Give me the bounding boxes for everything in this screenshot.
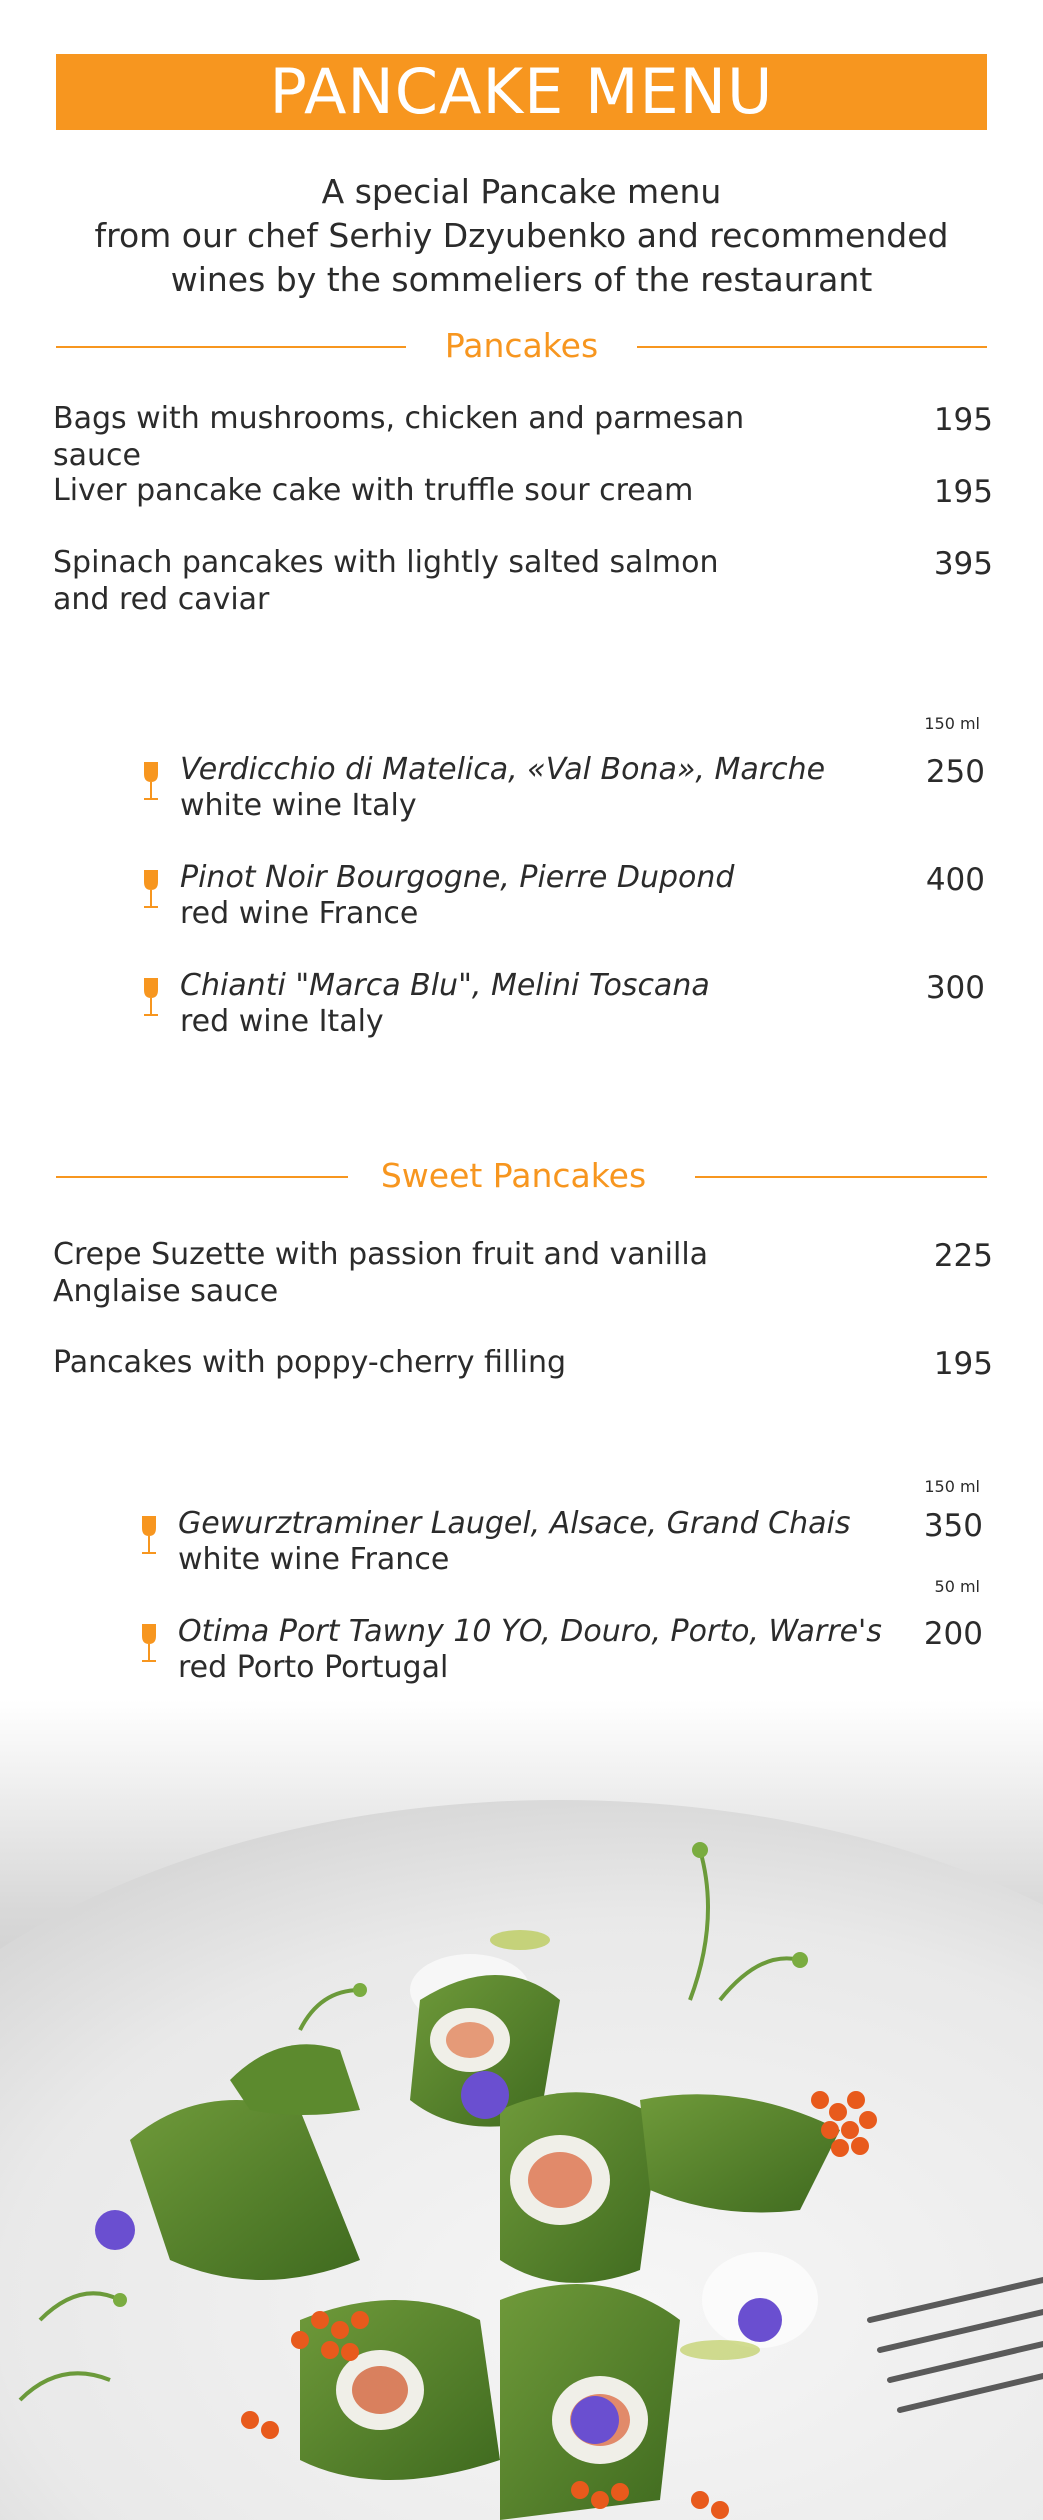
wine-name: Otima Port Tawny 10 YO, Douro, Porto, Warre's (178, 1614, 882, 1649)
divider-line (637, 346, 987, 348)
wine-volume: 150 ml (924, 1477, 980, 1496)
item-price: 195 (933, 1346, 993, 1382)
wine-glass-icon (140, 976, 162, 1020)
wine-type: red wine France (180, 896, 419, 931)
menu-item (53, 544, 993, 620)
item-name: Crepe Suzette with passion fruit and vanilla Anglaise sauce (53, 1237, 709, 1309)
food-photo (0, 1700, 1043, 2520)
item-name: Pancakes with poppy-cherry filling (53, 1345, 567, 1380)
section-heading-sweet-pancakes (56, 1156, 987, 1196)
wine-item (138, 1614, 983, 1690)
wine-name: Gewurztraminer Laugel, Alsace, Grand Chais (178, 1506, 851, 1541)
wine-name: Chianti "Marca Blu", Melini Toscana (180, 968, 710, 1003)
item-price: 395 (933, 546, 993, 582)
wine-type: red wine Italy (180, 1004, 384, 1039)
wine-price: 400 (925, 862, 985, 898)
wine-volume: 150 ml (924, 714, 980, 733)
item-price: 195 (933, 474, 993, 510)
intro-line: from our chef Serhiy Dzyubenko and recommended (94, 216, 949, 255)
menu-item (53, 1344, 993, 1384)
intro-line: wines by the sommeliers of the restaurant (170, 260, 873, 299)
wine-volume: 50 ml (934, 1577, 980, 1596)
wine-glass-icon (138, 1622, 160, 1666)
wine-item (140, 860, 985, 936)
menu-item (53, 1236, 993, 1312)
item-name: Bags with mushrooms, chicken and parmesan sauce (53, 401, 745, 473)
wine-name: Pinot Noir Bourgogne, Pierre Dupond (180, 860, 735, 895)
item-name: Spinach pancakes with lightly salted salmon and red caviar (53, 545, 719, 617)
item-price: 195 (933, 402, 993, 438)
wine-glass-icon (140, 760, 162, 804)
wine-item (140, 752, 985, 828)
item-price: 225 (933, 1238, 993, 1274)
section-title: Pancakes (444, 326, 599, 365)
divider-line (695, 1176, 987, 1178)
wine-glass-icon (138, 1514, 160, 1558)
wine-type: red Porto Portugal (178, 1650, 449, 1685)
wine-price: 200 (923, 1616, 983, 1652)
wine-price: 300 (925, 970, 985, 1006)
menu-title: PANCAKE MENU (56, 54, 987, 130)
intro-line: A special Pancake menu (321, 172, 722, 211)
wine-price: 350 (923, 1508, 983, 1544)
wine-name: Verdicchio di Matelica, «Val Bona», Marche (180, 752, 826, 787)
intro-text (40, 170, 1003, 302)
wine-price: 250 (925, 754, 985, 790)
menu-item (53, 400, 993, 473)
item-name: Liver pancake cake with truffle sour cream (53, 473, 694, 508)
section-title: Sweet Pancakes (380, 1156, 647, 1195)
section-heading-pancakes (56, 326, 987, 366)
wine-item (140, 968, 985, 1044)
wine-type: white wine Italy (180, 788, 417, 823)
wine-item (138, 1506, 983, 1582)
wine-glass-icon (140, 868, 162, 912)
wine-type: white wine France (178, 1542, 450, 1577)
menu-item (53, 472, 993, 512)
